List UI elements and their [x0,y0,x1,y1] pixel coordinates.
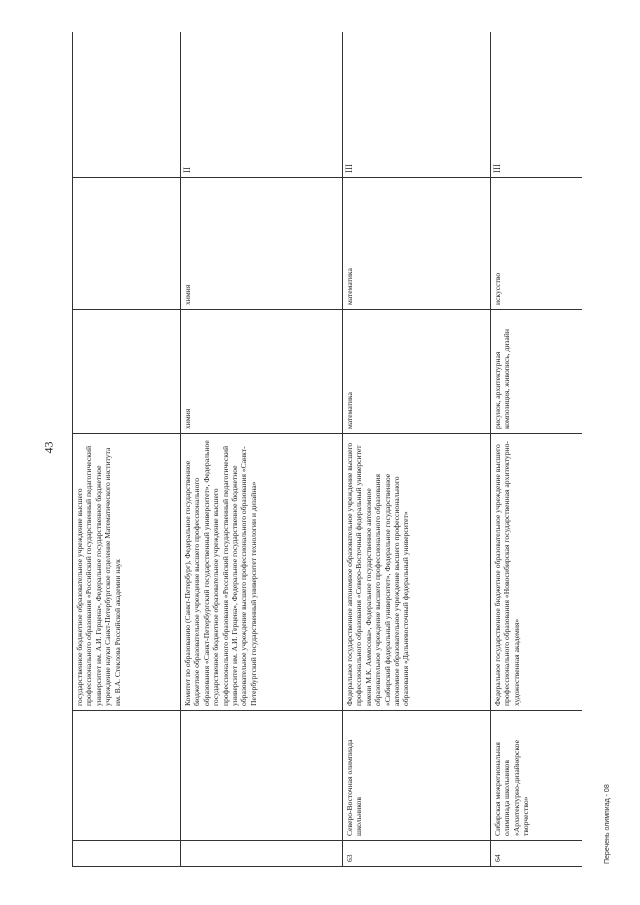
table-row [343,32,491,867]
cell-level: III [343,32,491,178]
olympiad-table-rotated [72,32,582,867]
cell-level: II [181,32,343,178]
cell-level: III [491,32,583,178]
cell-organizers: Федеральное государственное бюджетное образовательное учреждение высшего профессионального образования «Новосибирская государственная архитектурно-художественная академия» [491,434,583,711]
table-row [491,32,583,867]
cell-number: 63 [343,841,491,867]
table-row [73,32,181,867]
cell-olympiad-name [181,711,343,841]
cell-olympiad-name: Сибирская межрегиональная олимпиада школьников «Архитектурно-дизайнерское творчество» [491,711,583,841]
cell-level [73,32,181,178]
cell-organizers: государственное бюджетное образовательное учреждение высшего профессионального образования «Российский государственный педагогический университет им. А.И. Герцена», Федеральное государственное бюджетное учреждение науки Санкт-Петербургское отделение Математического института им. В.А. Стеклова Российской академии наук [73,434,181,711]
cell-organizers: Комитет по образованию (Санкт-Петербург), Федеральное государственное бюджетное образовательное учреждение высшего профессионального образования «Санкт-Петербургский государственный университет», Федеральное государственное бюджетное образовательное учреждение высшего профессионального образования «Российский государственный педагогический университет им. А.И. Герцена», Федеральное государственное бюджетное образовательное учреждение высшего профессионального образования «Санкт-Петербургский государственный университет технологии и дизайна» [181,434,343,711]
page-number: 43 [41,441,56,454]
olympiad-table [72,32,582,867]
cell-number [181,841,343,867]
cell-number [73,841,181,867]
cell-profile: химия [181,310,343,434]
cell-subject [73,178,181,310]
cell-profile: математика [343,310,491,434]
cell-profile [73,310,181,434]
page-footer: Перечень олимпиад - 08 [604,784,611,864]
cell-subject: искусство [491,178,583,310]
cell-number: 64 [491,841,583,867]
cell-olympiad-name: Северо-Восточная олимпиада школьников [343,711,491,841]
cell-subject: математика [343,178,491,310]
cell-subject: химия [181,178,343,310]
olympiad-table-frame [72,32,582,867]
table-row [181,32,343,867]
cell-olympiad-name [73,711,181,841]
cell-profile: рисунок, архитектурная композиция, живопись, дизайн [491,310,583,434]
cell-organizers: Федеральное государственное автономное образовательное учреждение высшего профессионального образования «Северо-Восточный федеральный университет имени М.К. Аммосова», Федеральное государственное автономное образовательное учреждение высшего профессионального образования «Сибирский федеральный университет», Федеральное государственное автономное образовательное учреждение высшего профессионального образования «Дальневосточный федеральный университет» [343,434,491,711]
